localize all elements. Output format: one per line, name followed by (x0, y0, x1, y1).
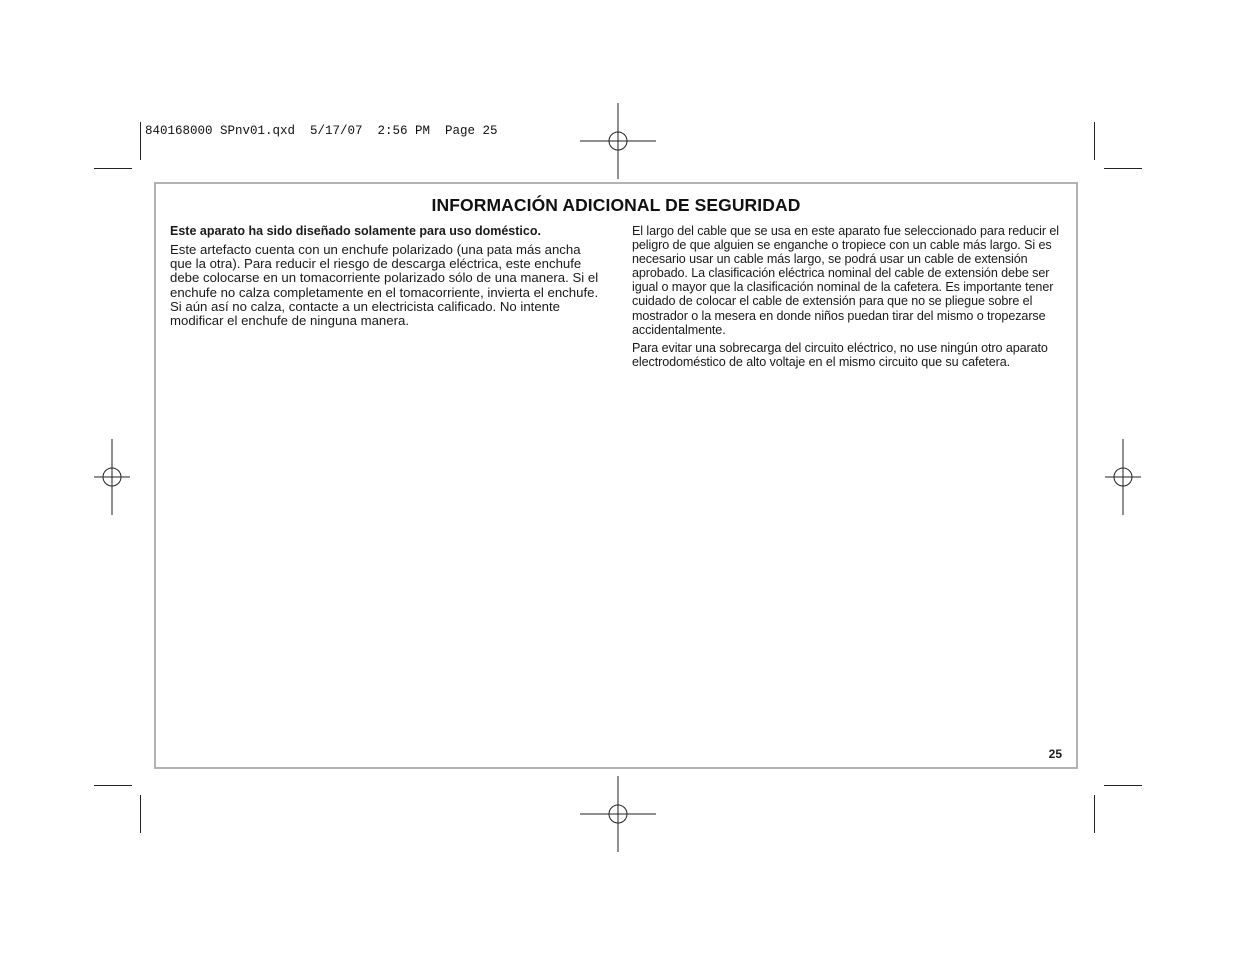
print-slug-line: 840168000 SPnv01.qxd 5/17/07 2:56 PM Page 25 (145, 124, 498, 138)
crop-mark (1104, 168, 1142, 169)
registration-mark-icon (1085, 439, 1161, 515)
registration-mark-icon (74, 439, 150, 515)
right-column (632, 224, 1072, 373)
crop-mark (140, 795, 141, 833)
paragraph: El largo del cable que se usa en este aparato fue seleccionado para reducir el peligro de que alguien se enganche o tropiece con un cable más largo. Si es necesario usar un cable más largo, se podrá usar un cable de extensión aprobado. La clasificación eléctrica nominal del cable de extensión debe ser igual o mayor que la clasificación nominal de la cafetera. Es importante tener cuidado de colocar el cable de extensión para que no se pliegue sobre el mostrador o la mesera en donde niños puedan tirar del mismo o tropezarse accidentalmente. (632, 224, 1059, 337)
page-title: INFORMACIÓN ADICIONAL DE SEGURIDAD (431, 195, 801, 215)
left-column (170, 224, 604, 328)
crop-mark (1094, 122, 1095, 160)
crop-mark (94, 168, 132, 169)
paragraph: Para evitar una sobrecarga del circuito eléctrico, no use ningún otro aparato electrodoméstico de alto voltaje en el mismo circuito que su cafetera. (632, 340, 1048, 369)
registration-mark-icon (580, 103, 656, 179)
page-frame (154, 182, 1078, 769)
crop-mark (94, 785, 132, 786)
paragraph: Este artefacto cuenta con un enchufe polarizado (una pata más ancha que la otra). Para reducir el riesgo de descarga eléctrica, este enchufe debe colocarse en un tomacorriente polarizado sólo de una manera. Si el enchufe no calza completamente en el tomacorriente, invierta el enchufe. Si aún así no calza, contacte a un electricista calificado. No intente modificar el enchufe de ninguna manera. (170, 242, 599, 329)
registration-mark-icon (580, 776, 656, 852)
crop-mark (140, 122, 141, 160)
crop-mark (1094, 795, 1095, 833)
page-number: 25 (1048, 747, 1062, 761)
section-heading: Este aparato ha sido diseñado solamente para uso doméstico. (170, 224, 541, 238)
crop-mark (1104, 785, 1142, 786)
